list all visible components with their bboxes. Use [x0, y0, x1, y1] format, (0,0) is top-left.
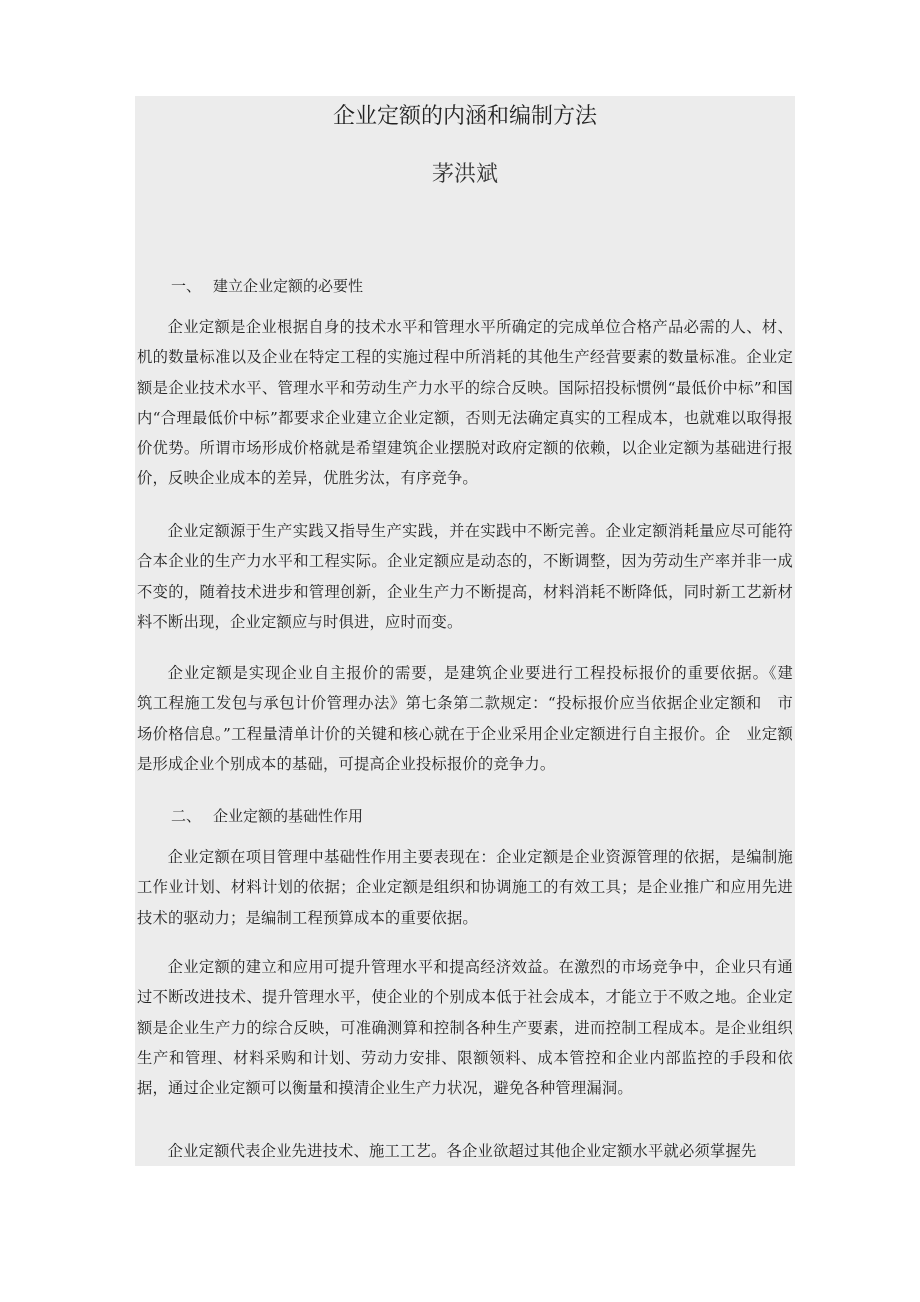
section-heading-text: 企业定额的基础性作用 [213, 807, 364, 825]
paragraph: 企业定额源于生产实践又指导生产实践，并在实践中不断完善。企业定额消耗量应尽可能符合本企业的生产力水平和工程实际。企业定额应是动态的，不断调整，因为劳动生产率并非一成不变的，随着技术进步和管理创新，企业生产力不断提高，材料消耗不断降低，同时新工艺新材料不断出现，企业定额应与时俱进，应时而变。 [137, 522, 793, 631]
document-author: 茅洪斌 [431, 162, 498, 187]
paragraph: 企业定额是实现企业自主报价的需要，是建筑企业要进行工程投标报价的重要依据。《建 筑工程施工发包与承包计价管理办法》第七条第二款规定：“投标报价应当依据企业定额和 市场价格信息。”工程量清单计价的关键和核心就在于企业采用企业定额进行自主报价。企 业定额是形成企业个别成本的基础，可提高企业投标报价的竞争力。 [137, 664, 809, 773]
paragraph: 企业定额在项目管理中基础性作用主要表现在：企业定额是企业资源管理的依据，是编制施工作业计划、材料计划的依据；企业定额是组织和协调施工的有效工具；是企业推广和应用先进技术的驱动力；是编制工程预算成本的重要依据。 [137, 848, 793, 927]
document-page [135, 96, 809, 1166]
section-number: 一、 [171, 277, 202, 295]
paragraph: 企业定额代表企业先进技术、施工工艺。各企业欲超过其他企业定额水平就必须掌握先 [167, 1142, 757, 1160]
paragraph: 企业定额的建立和应用可提升管理水平和提高经济效益。在激烈的市场竞争中，企业只有通过不断改进技术、提升管理水平，使企业的个别成本低于社会成本，才能立于不败之地。企业定额是企业生产力的综合反映，可准确测算和控制各种生产要素，进而控制工程成本。是企业组织生产和管理、材料采购和计划、劳动力安排、限额领料、成本管控和企业内部监控的手段和依据，通过企业定额可以衡量和摸清企业生产力状况，避免各种管理漏洞。 [137, 958, 793, 1098]
section-heading-text: 建立企业定额的必要性 [213, 277, 364, 295]
section-heading-1 [135, 276, 795, 296]
section-number: 二、 [171, 807, 202, 825]
document-title: 企业定额的内涵和编制方法 [332, 104, 597, 129]
paragraph: 企业定额是企业根据自身的技术水平和管理水平所确定的完成单位合格产品必需的人、材、机的数量标准以及企业在特定工程的实施过程中所消耗的其他生产经营要素的数量标准。企业定额是企业技术水平、管理水平和劳动生产力水平的综合反映。国际招投标惯例“最低价中标”和国内“合理最低价中标”都要求企业建立企业定额，否则无法确定真实的工程成本，也就难以取得报价优势。所谓市场形成价格就是希望建筑企业摆脱对政府定额的依赖，以企业定额为基础进行报价，反映企业成本的差异，优胜劣汰，有序竞争。 [137, 318, 793, 488]
section-heading-2 [135, 806, 795, 826]
